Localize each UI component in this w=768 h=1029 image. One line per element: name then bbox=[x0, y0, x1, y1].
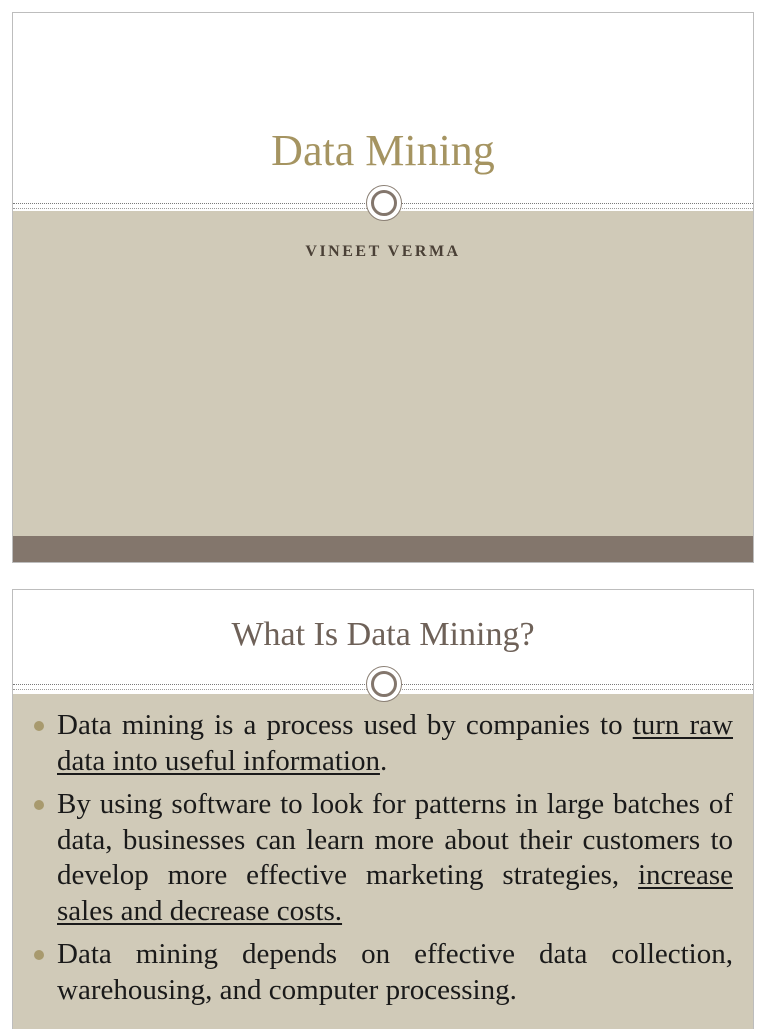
slide-header-area bbox=[13, 13, 753, 211]
bullet-icon bbox=[34, 721, 44, 731]
bullet-icon bbox=[34, 800, 44, 810]
ring-ornament-icon bbox=[366, 666, 402, 702]
list-item bbox=[33, 787, 733, 929]
bullet-list bbox=[33, 708, 733, 1016]
bullet-text: Data mining is a process used by companies to bbox=[57, 709, 633, 741]
list-item bbox=[33, 708, 733, 779]
bullet-text-end: . bbox=[379, 744, 388, 777]
list-item bbox=[33, 937, 733, 1008]
slide-title: What Is Data Mining? bbox=[231, 616, 535, 653]
slide-footer-bar bbox=[13, 536, 753, 563]
bullet-text: Data mining depends on effective data collection, warehousing, and computer processing. bbox=[57, 938, 733, 1006]
ring-ornament-icon bbox=[366, 185, 402, 221]
bullet-underlined-text: increase sales and decrease costs. bbox=[57, 859, 733, 927]
bullet-icon bbox=[34, 950, 44, 960]
slide-title: Data Mining bbox=[271, 126, 495, 175]
content-slide bbox=[12, 589, 754, 1029]
title-slide bbox=[12, 12, 754, 563]
bullet-text: By using software to look for patterns in large batches of data, businesses can learn more about their customers to develop more effective marketing strategies, bbox=[57, 788, 733, 891]
slide-subtitle: VINEET VERMA bbox=[305, 243, 461, 260]
bullet-underlined-text: turn raw data into useful information bbox=[57, 709, 733, 777]
